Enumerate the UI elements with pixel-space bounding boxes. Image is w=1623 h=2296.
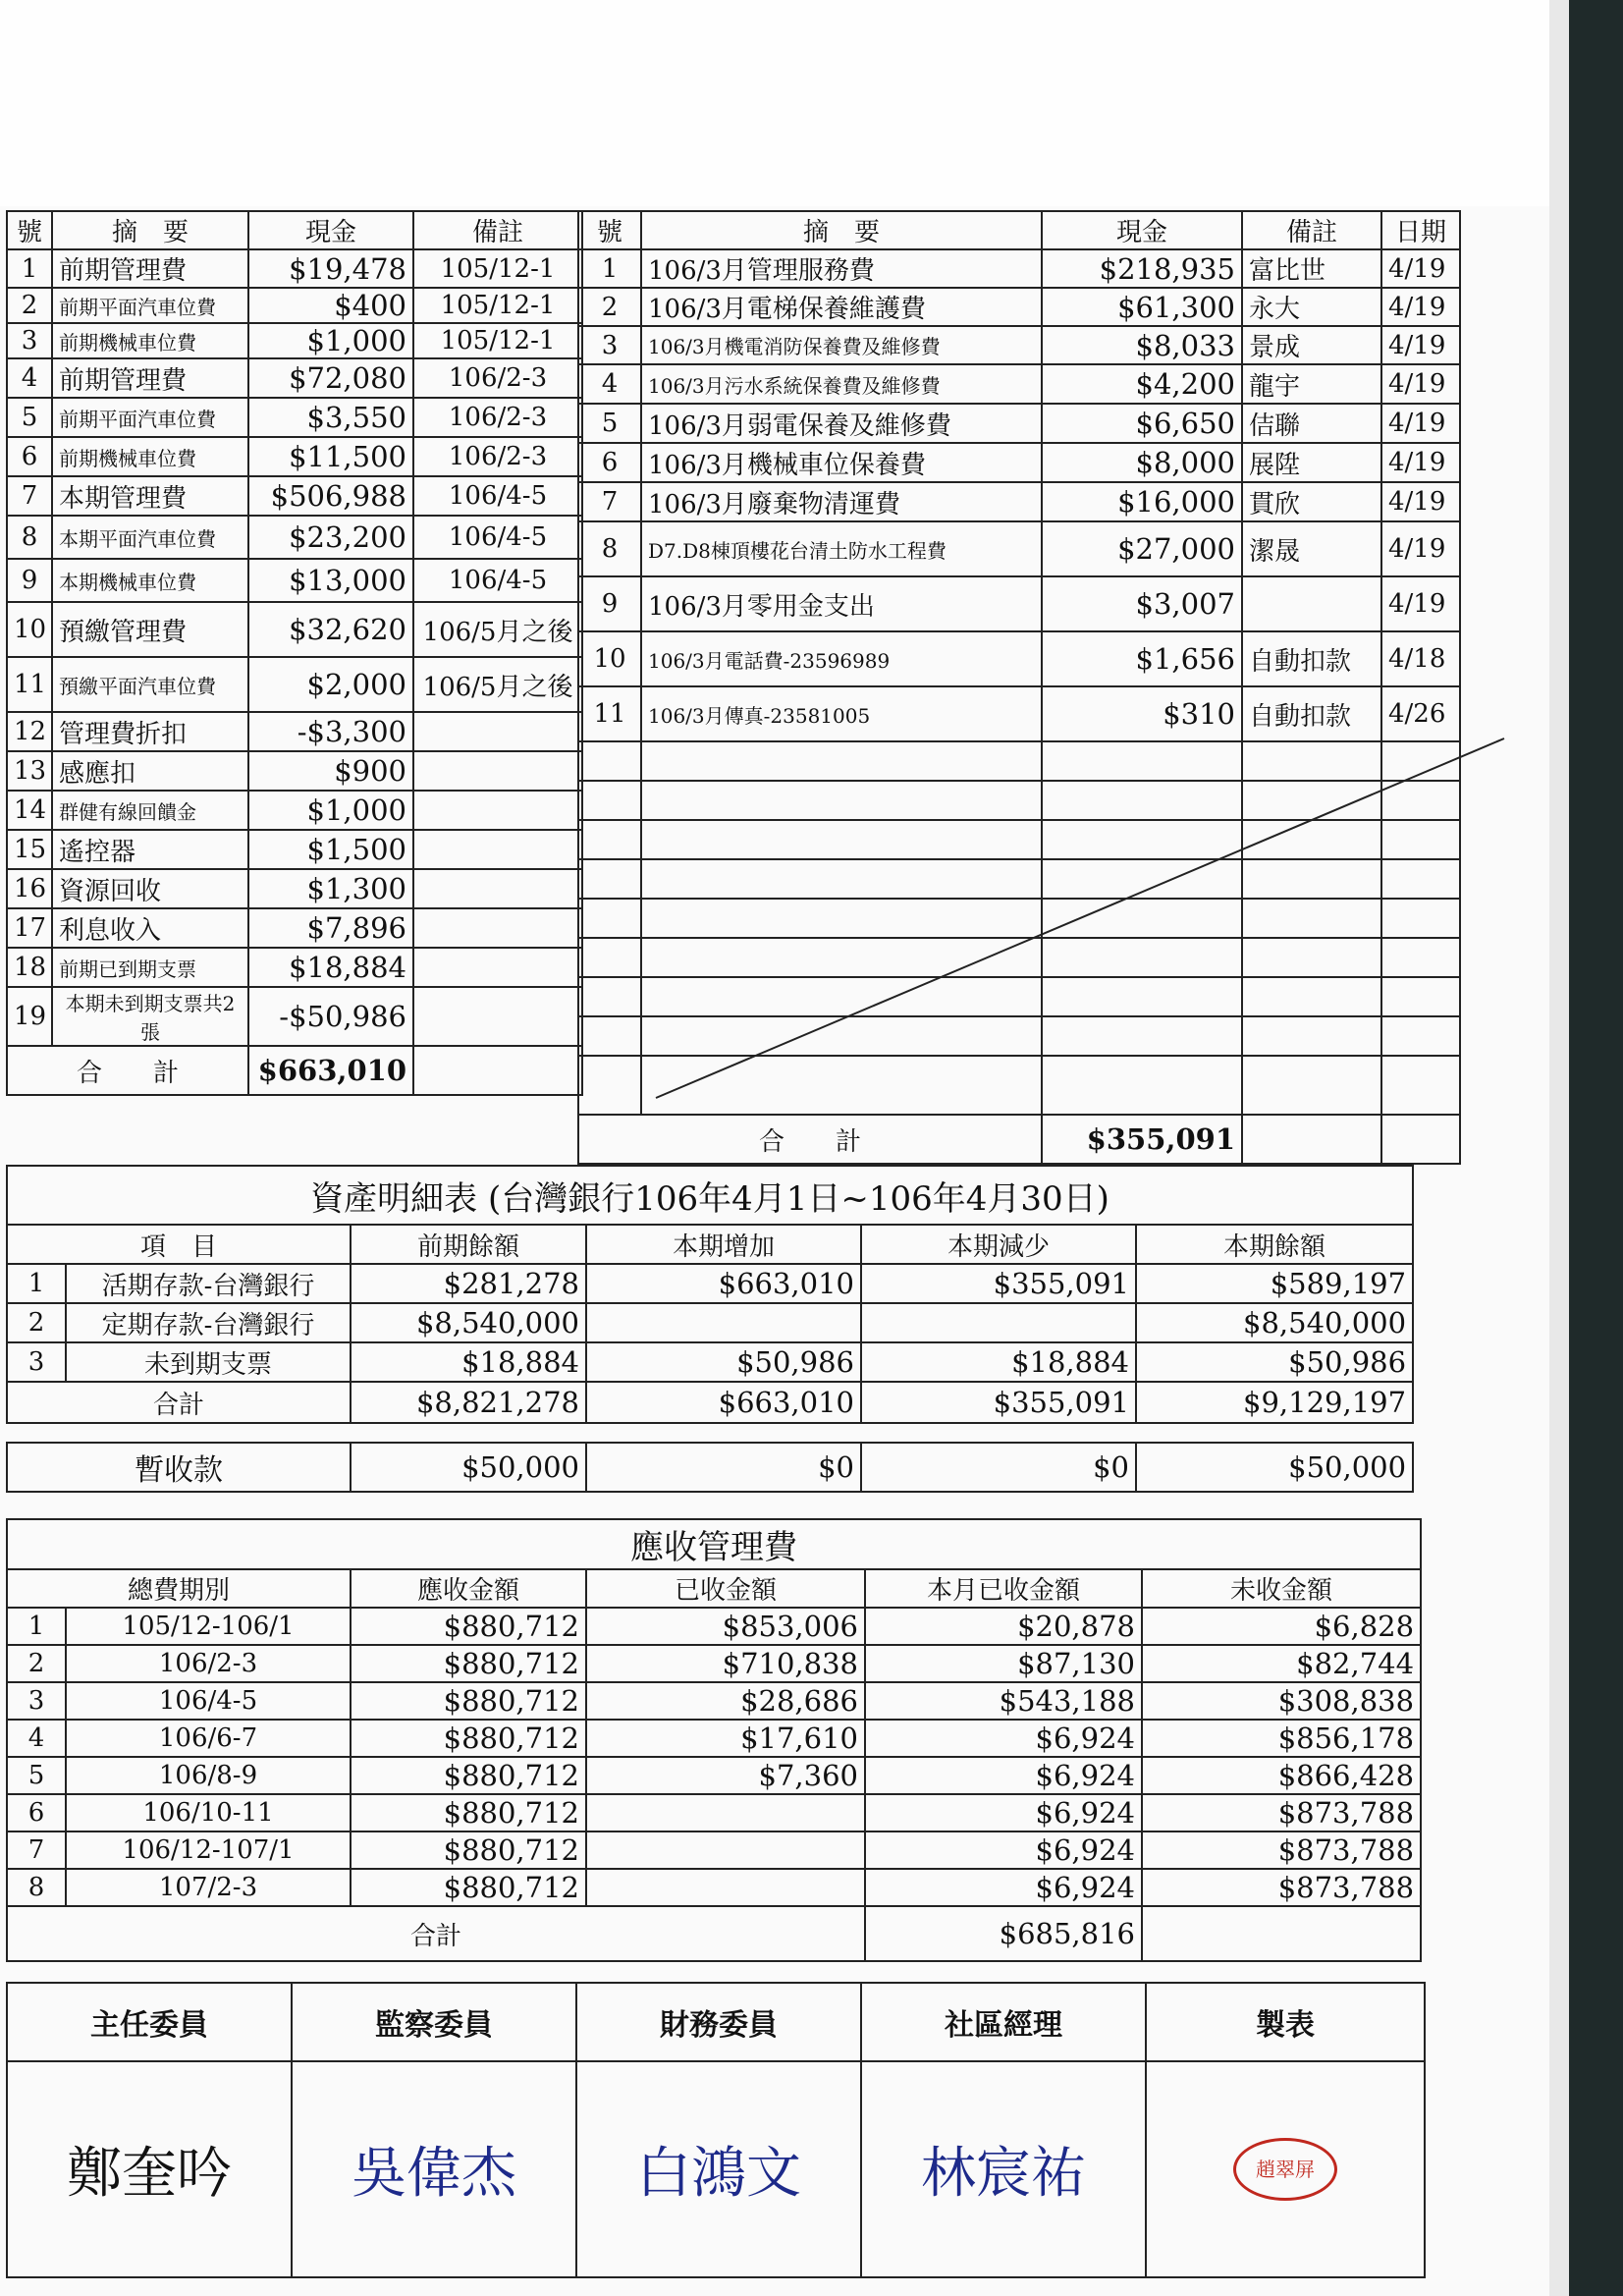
table-row — [7, 869, 582, 908]
col-received: 已收金額 — [586, 1569, 865, 1608]
row-summary: 預繳管理費 — [52, 602, 248, 657]
col-cash: 現金 — [1042, 211, 1242, 249]
row-date: 4/19 — [1381, 521, 1460, 576]
table-row — [7, 559, 582, 602]
row-note — [413, 948, 582, 987]
row-summary: 利息收入 — [52, 908, 248, 948]
row-date: 4/26 — [1381, 686, 1460, 741]
row-period: 107/2-3 — [66, 1869, 351, 1906]
row-item: 定期存款-台灣銀行 — [66, 1303, 351, 1342]
row-number: 17 — [7, 908, 52, 948]
temp-inc: $0 — [586, 1443, 861, 1492]
table-row — [578, 288, 1460, 326]
row-prev: $281,278 — [351, 1264, 586, 1303]
asset-title: 資產明細表 (台灣銀行106年4月1日~106年4月30日) — [7, 1166, 1413, 1225]
row-summary: 106/3月弱電保養及維修費 — [641, 404, 1042, 443]
asset-total-inc: $663,010 — [586, 1382, 861, 1423]
row-cash: $3,550 — [248, 398, 413, 437]
col-summary: 摘 要 — [641, 211, 1042, 249]
row-number: 9 — [7, 559, 52, 602]
row-number: 8 — [7, 516, 52, 559]
table-row — [7, 516, 582, 559]
row-bal: $589,197 — [1136, 1264, 1413, 1303]
row-note — [1242, 576, 1381, 631]
row-cash: $18,884 — [248, 948, 413, 987]
role-treasurer: 財務委員 — [576, 1983, 861, 2061]
table-row — [578, 521, 1460, 576]
table-row — [7, 830, 582, 869]
asset-total-label: 合計 — [7, 1382, 351, 1423]
row-due: $880,712 — [351, 1831, 586, 1869]
income-total: $663,010 — [248, 1046, 413, 1095]
row-summary: 前期管理費 — [52, 358, 248, 398]
table-row — [578, 326, 1460, 364]
row-received — [586, 1794, 865, 1831]
row-cash: $218,935 — [1042, 249, 1242, 288]
row-number: 3 — [578, 326, 641, 364]
row-cash: $1,300 — [248, 869, 413, 908]
col-bal: 本期餘額 — [1136, 1225, 1413, 1264]
row-number: 11 — [578, 686, 641, 741]
row-number: 2 — [7, 288, 52, 323]
col-due: 應收金額 — [351, 1569, 586, 1608]
row-bal: $8,540,000 — [1136, 1303, 1413, 1342]
row-unpaid: $873,788 — [1142, 1869, 1421, 1906]
row-inc: $663,010 — [586, 1264, 861, 1303]
row-date: 4/19 — [1381, 249, 1460, 288]
table-row — [7, 1831, 1421, 1869]
receivable-total: $685,816 — [865, 1906, 1142, 1961]
row-number: 2 — [7, 1645, 66, 1682]
row-summary: 群健有線回饋金 — [52, 791, 248, 830]
row-note — [413, 791, 582, 830]
row-inc: $50,986 — [586, 1342, 861, 1382]
row-note: 景成 — [1242, 326, 1381, 364]
row-cash: $23,200 — [248, 516, 413, 559]
asset-total-prev: $8,821,278 — [351, 1382, 586, 1423]
row-cash: $3,007 — [1042, 576, 1242, 631]
role-chairman: 主任委員 — [7, 1983, 292, 2061]
row-cash: $506,988 — [248, 476, 413, 516]
scanner-edge — [1569, 0, 1623, 2296]
row-number: 1 — [7, 1608, 66, 1645]
row-received: $7,360 — [586, 1757, 865, 1794]
asset-table — [6, 1165, 1414, 1493]
expense-total-label: 合 計 — [578, 1115, 1042, 1164]
row-month: $6,924 — [865, 1794, 1142, 1831]
row-note: 自動扣款 — [1242, 631, 1381, 686]
table-row — [7, 1757, 1421, 1794]
table-row — [7, 908, 582, 948]
row-received: $17,610 — [586, 1720, 865, 1757]
row-summary: 106/3月污水系統保養費及維修費 — [641, 364, 1042, 404]
row-unpaid: $6,828 — [1142, 1608, 1421, 1645]
row-summary: 管理費折扣 — [52, 712, 248, 751]
table-row — [7, 1342, 1413, 1382]
row-cash: $27,000 — [1042, 521, 1242, 576]
row-cash: $61,300 — [1042, 288, 1242, 326]
receivable-table — [6, 1518, 1422, 1962]
col-dec: 本期減少 — [861, 1225, 1136, 1264]
row-number: 15 — [7, 830, 52, 869]
row-period: 106/6-7 — [66, 1720, 351, 1757]
row-note: 105/12-1 — [413, 249, 582, 288]
row-prev: $8,540,000 — [351, 1303, 586, 1342]
row-unpaid: $856,178 — [1142, 1720, 1421, 1757]
signature-manager: 林宸祐 — [861, 2061, 1146, 2277]
void-diagonal-line — [648, 733, 1512, 1106]
row-note: 展陞 — [1242, 443, 1381, 482]
col-unpaid: 未收金額 — [1142, 1569, 1421, 1608]
row-note: 105/12-1 — [413, 288, 582, 323]
row-number: 6 — [7, 1794, 66, 1831]
col-no: 號 — [578, 211, 641, 249]
table-row — [578, 443, 1460, 482]
row-note: 富比世 — [1242, 249, 1381, 288]
row-month: $87,130 — [865, 1645, 1142, 1682]
income-table — [6, 210, 583, 1096]
row-summary: 本期管理費 — [52, 476, 248, 516]
signature-chairman: 鄭奎吟 — [7, 2061, 292, 2277]
row-note: 貫欣 — [1242, 482, 1381, 521]
row-cash: $72,080 — [248, 358, 413, 398]
row-period: 106/2-3 — [66, 1645, 351, 1682]
table-row — [7, 751, 582, 791]
row-note — [413, 869, 582, 908]
row-summary: 預繳平面汽車位費 — [52, 657, 248, 712]
row-period: 106/8-9 — [66, 1757, 351, 1794]
row-date: 4/19 — [1381, 404, 1460, 443]
row-note: 105/12-1 — [413, 323, 582, 358]
row-date: 4/19 — [1381, 482, 1460, 521]
row-number: 3 — [7, 1342, 66, 1382]
row-item: 活期存款-台灣銀行 — [66, 1264, 351, 1303]
row-cash: $1,000 — [248, 323, 413, 358]
row-number: 5 — [7, 1757, 66, 1794]
row-number: 18 — [7, 948, 52, 987]
row-date: 4/19 — [1381, 326, 1460, 364]
row-number: 4 — [578, 364, 641, 404]
row-summary: 前期平面汽車位費 — [52, 398, 248, 437]
table-row — [7, 1720, 1421, 1757]
row-note: 106/4-5 — [413, 516, 582, 559]
row-month: $6,924 — [865, 1757, 1142, 1794]
row-summary: 106/3月機電消防保養費及維修費 — [641, 326, 1042, 364]
page-edge-shade — [1549, 0, 1569, 2296]
row-cash: $1,000 — [248, 791, 413, 830]
col-no: 號 — [7, 211, 52, 249]
row-summary: 106/3月零用金支出 — [641, 576, 1042, 631]
row-cash: $1,500 — [248, 830, 413, 869]
row-month: $6,924 — [865, 1720, 1142, 1757]
row-due: $880,712 — [351, 1869, 586, 1906]
row-number: 6 — [7, 437, 52, 476]
row-cash: -$50,986 — [248, 987, 413, 1046]
page-top-blank — [0, 0, 1569, 206]
row-due: $880,712 — [351, 1720, 586, 1757]
row-date: 4/18 — [1381, 631, 1460, 686]
row-unpaid: $82,744 — [1142, 1645, 1421, 1682]
row-number: 1 — [7, 249, 52, 288]
table-row — [7, 602, 582, 657]
row-unpaid: $308,838 — [1142, 1682, 1421, 1720]
table-row — [7, 323, 582, 358]
row-period: 105/12-106/1 — [66, 1608, 351, 1645]
row-period: 106/10-11 — [66, 1794, 351, 1831]
row-summary: 遙控器 — [52, 830, 248, 869]
row-summary: 前期機械車位費 — [52, 323, 248, 358]
table-row — [7, 1303, 1413, 1342]
row-month: $20,878 — [865, 1608, 1142, 1645]
row-summary: 本期未到期支票共2張 — [52, 987, 248, 1046]
row-summary: 106/3月傳真-23581005 — [641, 686, 1042, 741]
row-number: 10 — [7, 602, 52, 657]
row-due: $880,712 — [351, 1757, 586, 1794]
row-cash: $32,620 — [248, 602, 413, 657]
row-cash: $6,650 — [1042, 404, 1242, 443]
row-note: 106/5月之後 — [413, 602, 582, 657]
row-summary: 106/3月廢棄物清運費 — [641, 482, 1042, 521]
row-date: 4/19 — [1381, 576, 1460, 631]
table-row — [578, 249, 1460, 288]
row-number: 5 — [578, 404, 641, 443]
row-received: $710,838 — [586, 1645, 865, 1682]
row-note — [413, 712, 582, 751]
role-manager: 社區經理 — [861, 1983, 1146, 2061]
row-date: 4/19 — [1381, 364, 1460, 404]
row-number: 3 — [7, 323, 52, 358]
row-number: 11 — [7, 657, 52, 712]
row-note: 永大 — [1242, 288, 1381, 326]
row-due: $880,712 — [351, 1608, 586, 1645]
row-number: 13 — [7, 751, 52, 791]
row-unpaid: $866,428 — [1142, 1757, 1421, 1794]
row-note: 106/5月之後 — [413, 657, 582, 712]
table-row — [7, 1264, 1413, 1303]
row-received — [586, 1869, 865, 1906]
row-note: 106/4-5 — [413, 559, 582, 602]
row-cash: $13,000 — [248, 559, 413, 602]
row-number: 19 — [7, 987, 52, 1046]
table-row — [7, 1682, 1421, 1720]
row-period: 106/4-5 — [66, 1682, 351, 1720]
row-cash: $2,000 — [248, 657, 413, 712]
seal-stamp: 趙翠屏 — [1233, 2138, 1337, 2201]
col-note: 備註 — [413, 211, 582, 249]
col-prev: 前期餘額 — [351, 1225, 586, 1264]
row-due: $880,712 — [351, 1794, 586, 1831]
row-number: 1 — [7, 1264, 66, 1303]
row-unpaid: $873,788 — [1142, 1831, 1421, 1869]
table-row — [578, 482, 1460, 521]
row-cash: $900 — [248, 751, 413, 791]
row-note: 106/2-3 — [413, 398, 582, 437]
table-row — [7, 398, 582, 437]
asset-total-bal: $9,129,197 — [1136, 1382, 1413, 1423]
row-note — [413, 830, 582, 869]
table-row — [7, 712, 582, 751]
row-received: $28,686 — [586, 1682, 865, 1720]
row-number: 3 — [7, 1682, 66, 1720]
table-row — [7, 476, 582, 516]
row-summary: 感應扣 — [52, 751, 248, 791]
table-row — [7, 1645, 1421, 1682]
col-period: 總費期別 — [7, 1569, 351, 1608]
row-period: 106/12-107/1 — [66, 1831, 351, 1869]
row-cash: $8,033 — [1042, 326, 1242, 364]
row-number: 8 — [7, 1869, 66, 1906]
table-row — [7, 1608, 1421, 1645]
row-summary: 前期平面汽車位費 — [52, 288, 248, 323]
row-cash: $400 — [248, 288, 413, 323]
row-note: 佶聯 — [1242, 404, 1381, 443]
row-number: 12 — [7, 712, 52, 751]
table-row — [7, 1794, 1421, 1831]
row-note: 自動扣款 — [1242, 686, 1381, 741]
row-month: $6,924 — [865, 1831, 1142, 1869]
row-number: 6 — [578, 443, 641, 482]
temp-prev: $50,000 — [351, 1443, 586, 1492]
row-received — [586, 1831, 865, 1869]
table-row — [578, 404, 1460, 443]
row-note — [413, 987, 582, 1046]
row-number: 7 — [7, 1831, 66, 1869]
row-summary: 106/3月電梯保養維護費 — [641, 288, 1042, 326]
row-number: 7 — [578, 482, 641, 521]
col-note: 備註 — [1242, 211, 1381, 249]
row-summary: D7.D8棟頂樓花台清土防水工程費 — [641, 521, 1042, 576]
col-date: 日期 — [1381, 211, 1460, 249]
row-cash: -$3,300 — [248, 712, 413, 751]
row-number: 14 — [7, 791, 52, 830]
row-note — [413, 751, 582, 791]
row-dec: $18,884 — [861, 1342, 1136, 1382]
col-summary: 摘 要 — [52, 211, 248, 249]
row-summary: 資源回收 — [52, 869, 248, 908]
row-note: 潔晟 — [1242, 521, 1381, 576]
expense-total: $355,091 — [1042, 1115, 1242, 1164]
row-note — [413, 908, 582, 948]
table-row — [7, 358, 582, 398]
row-note: 龍宇 — [1242, 364, 1381, 404]
table-row — [7, 948, 582, 987]
temp-receipt-label: 暫收款 — [7, 1443, 351, 1492]
row-summary: 本期機械車位費 — [52, 559, 248, 602]
row-due: $880,712 — [351, 1682, 586, 1720]
signature-treasurer: 白鴻文 — [576, 2061, 861, 2277]
col-month: 本月已收金額 — [865, 1569, 1142, 1608]
row-item: 未到期支票 — [66, 1342, 351, 1382]
table-row — [7, 987, 582, 1046]
row-number: 1 — [578, 249, 641, 288]
table-row — [7, 657, 582, 712]
row-due: $880,712 — [351, 1645, 586, 1682]
row-unpaid: $873,788 — [1142, 1794, 1421, 1831]
table-row — [578, 631, 1460, 686]
row-month: $6,924 — [865, 1869, 1142, 1906]
row-date: 4/19 — [1381, 288, 1460, 326]
row-cash: $8,000 — [1042, 443, 1242, 482]
preparer-stamp-cell — [1146, 2061, 1425, 2277]
signature-supervisor: 吳偉杰 — [292, 2061, 576, 2277]
asset-total-dec: $355,091 — [861, 1382, 1136, 1423]
row-dec — [861, 1303, 1136, 1342]
row-cash: $19,478 — [248, 249, 413, 288]
row-note: 106/2-3 — [413, 358, 582, 398]
table-row — [7, 437, 582, 476]
row-summary: 前期已到期支票 — [52, 948, 248, 987]
row-number: 7 — [7, 476, 52, 516]
table-row — [7, 791, 582, 830]
row-date: 4/19 — [1381, 443, 1460, 482]
col-cash: 現金 — [248, 211, 413, 249]
row-summary: 本期平面汽車位費 — [52, 516, 248, 559]
row-number: 4 — [7, 358, 52, 398]
col-inc: 本期增加 — [586, 1225, 861, 1264]
row-inc — [586, 1303, 861, 1342]
row-number: 9 — [578, 576, 641, 631]
row-number: 2 — [7, 1303, 66, 1342]
receivable-title: 應收管理費 — [7, 1519, 1421, 1569]
table-row — [7, 1869, 1421, 1906]
row-summary: 106/3月機械車位保養費 — [641, 443, 1042, 482]
receivable-total-label: 合計 — [7, 1906, 865, 1961]
row-cash: $16,000 — [1042, 482, 1242, 521]
temp-dec: $0 — [861, 1443, 1136, 1492]
row-number: 16 — [7, 869, 52, 908]
income-total-label: 合 計 — [7, 1046, 248, 1095]
row-cash: $7,896 — [248, 908, 413, 948]
signature-table — [6, 1982, 1426, 2278]
role-supervisor: 監察委員 — [292, 1983, 576, 2061]
row-note: 106/2-3 — [413, 437, 582, 476]
row-summary: 106/3月管理服務費 — [641, 249, 1042, 288]
row-cash: $11,500 — [248, 437, 413, 476]
row-summary: 前期管理費 — [52, 249, 248, 288]
row-bal: $50,986 — [1136, 1342, 1413, 1382]
row-summary: 106/3月電話費-23596989 — [641, 631, 1042, 686]
row-dec: $355,091 — [861, 1264, 1136, 1303]
table-row — [7, 249, 582, 288]
col-item: 項 目 — [7, 1225, 351, 1264]
row-summary: 前期機械車位費 — [52, 437, 248, 476]
row-cash: $1,656 — [1042, 631, 1242, 686]
row-cash: $310 — [1042, 686, 1242, 741]
temp-bal: $50,000 — [1136, 1443, 1413, 1492]
row-month: $543,188 — [865, 1682, 1142, 1720]
table-row — [7, 288, 582, 323]
row-note: 106/4-5 — [413, 476, 582, 516]
row-received: $853,006 — [586, 1608, 865, 1645]
row-number: 8 — [578, 521, 641, 576]
row-number: 5 — [7, 398, 52, 437]
row-number: 10 — [578, 631, 641, 686]
row-prev: $18,884 — [351, 1342, 586, 1382]
role-preparer: 製表 — [1146, 1983, 1425, 2061]
table-row — [578, 364, 1460, 404]
row-number: 4 — [7, 1720, 66, 1757]
table-row — [578, 576, 1460, 631]
row-number: 2 — [578, 288, 641, 326]
row-cash: $4,200 — [1042, 364, 1242, 404]
